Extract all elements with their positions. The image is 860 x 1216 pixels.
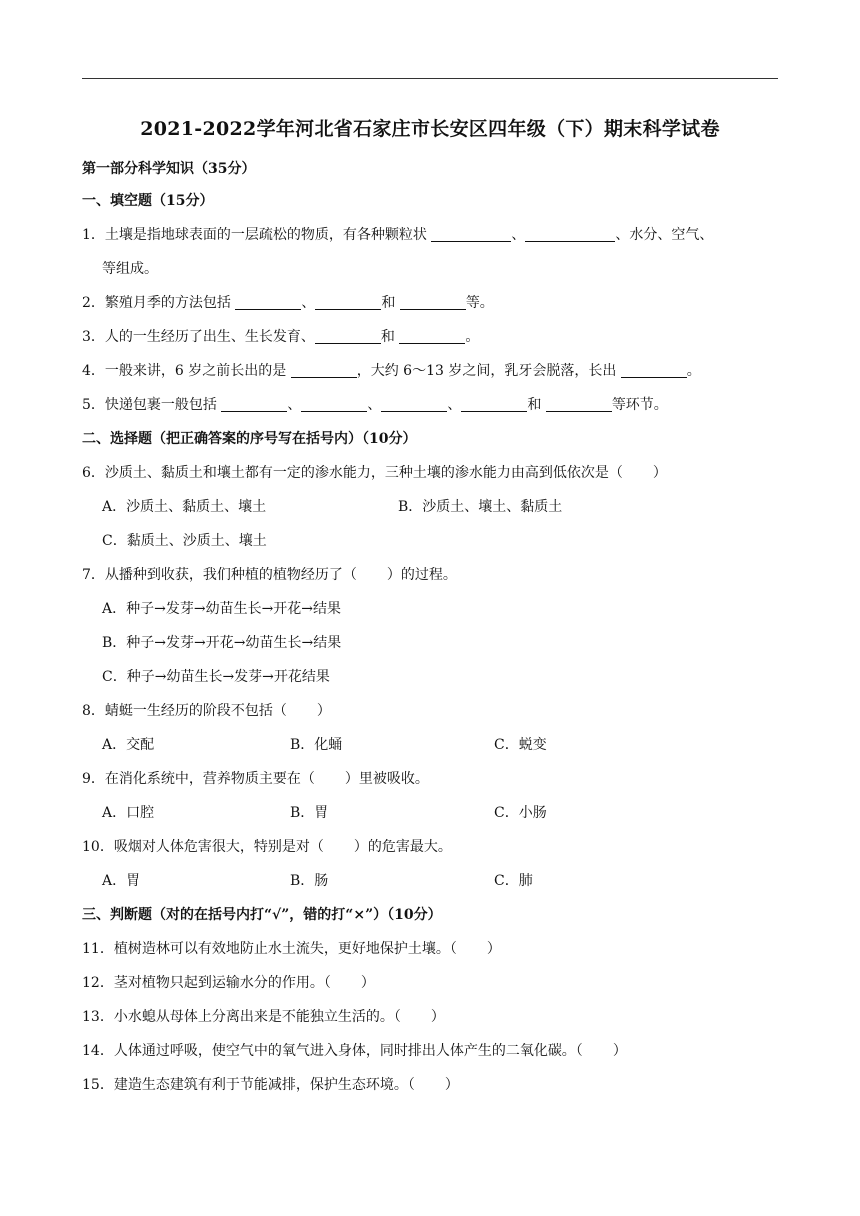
answer-blank[interactable] [381,397,447,412]
option-c[interactable]: C．黏质土、沙质土、壤土 [102,533,267,549]
question-4: 4．一般来讲，6 岁之前长出的是 ，大约 6～13 岁之间，乳牙会脱落，长出 。 [82,363,701,379]
header-rule [82,78,778,79]
answer-blank[interactable] [546,397,612,412]
question-11: 11．植树造林可以有效地防止水土流失，更好地保护土壤。（ ） [82,941,501,957]
option-c[interactable]: C．肺 [494,873,533,889]
question-6: 6．沙质土、黏质土和壤土都有一定的渗水能力，三种土壤的渗水能力由高到低依次是（ ） [82,465,667,481]
question-5: 5．快递包裹一般包括 、 、 、 和 等环节。 [82,397,668,413]
answer-blank[interactable] [621,363,687,378]
answer-blank[interactable] [400,295,466,310]
question-1: 1．土壤是指地球表面的一层疏松的物质，有各种颗粒状 、 、水分、空气、 [82,227,714,243]
option-a[interactable]: A．胃 [102,873,141,889]
question-14: 14．人体通过呼吸，使空气中的氧气进入身体，同时排出人体产生的二氧化碳。（ ） [82,1043,627,1059]
question-8: 8．蜻蜓一生经历的阶段不包括（ ） [82,703,331,719]
option-c[interactable]: C．小肠 [494,805,547,821]
answer-blank[interactable] [291,363,357,378]
option-b[interactable]: B．胃 [290,805,329,821]
question-15: 15．建造生态建筑有利于节能减排，保护生态环境。（ ） [82,1077,459,1093]
option-c[interactable]: C．种子→幼苗生长→发芽→开花结果 [102,669,330,685]
question-9: 9．在消化系统中，营养物质主要在（ ）里被吸收。 [82,771,429,787]
answer-blank[interactable] [525,227,615,242]
question-3: 3．人的一生经历了出生、生长发育、 和 。 [82,329,480,345]
exam-title: 2021-2022学年河北省石家庄市长安区四年级（下）期末科学试卷 [140,118,720,140]
option-a[interactable]: A．交配 [102,737,155,753]
option-a[interactable]: A．种子→发芽→幼苗生长→开花→结果 [102,601,342,617]
answer-blank[interactable] [235,295,301,310]
answer-blank[interactable] [431,227,511,242]
option-a[interactable]: A．口腔 [102,805,155,821]
option-b[interactable]: B．肠 [290,873,329,889]
option-b[interactable]: B．种子→发芽→开花→幼苗生长→结果 [102,635,342,651]
answer-blank[interactable] [315,329,381,344]
answer-blank[interactable] [399,329,465,344]
question-1-continued: 等组成。 [102,261,158,277]
answer-blank[interactable] [315,295,381,310]
answer-blank[interactable] [301,397,367,412]
answer-blank[interactable] [461,397,527,412]
question-13: 13．小水螅从母体上分离出来是不能独立生活的。（ ） [82,1009,445,1025]
option-b[interactable]: B．沙质土、壤土、黏质土 [398,499,563,515]
section-heading-choice: 二、选择题（把正确答案的序号写在括号内）（10分） [82,431,417,447]
option-c[interactable]: C．蜕变 [494,737,547,753]
section-heading-fill: 一、填空题（15分） [82,193,214,209]
option-b[interactable]: B．化蛹 [290,737,343,753]
question-7: 7．从播种到收获，我们种植的植物经历了（ ）的过程。 [82,567,457,583]
section-heading-judge: 三、判断题（对的在括号内打“√”，错的打“×”）（10分） [82,907,442,923]
question-12: 12．茎对植物只起到运输水分的作用。（ ） [82,975,375,991]
option-a[interactable]: A．沙质土、黏质土、壤土 [102,499,267,515]
part-heading: 第一部分科学知识（35分） [82,161,256,177]
question-10: 10．吸烟对人体危害很大，特别是对（ ）的危害最大。 [82,839,452,855]
answer-blank[interactable] [221,397,287,412]
question-2: 2．繁殖月季的方法包括 、 和 等。 [82,295,494,311]
